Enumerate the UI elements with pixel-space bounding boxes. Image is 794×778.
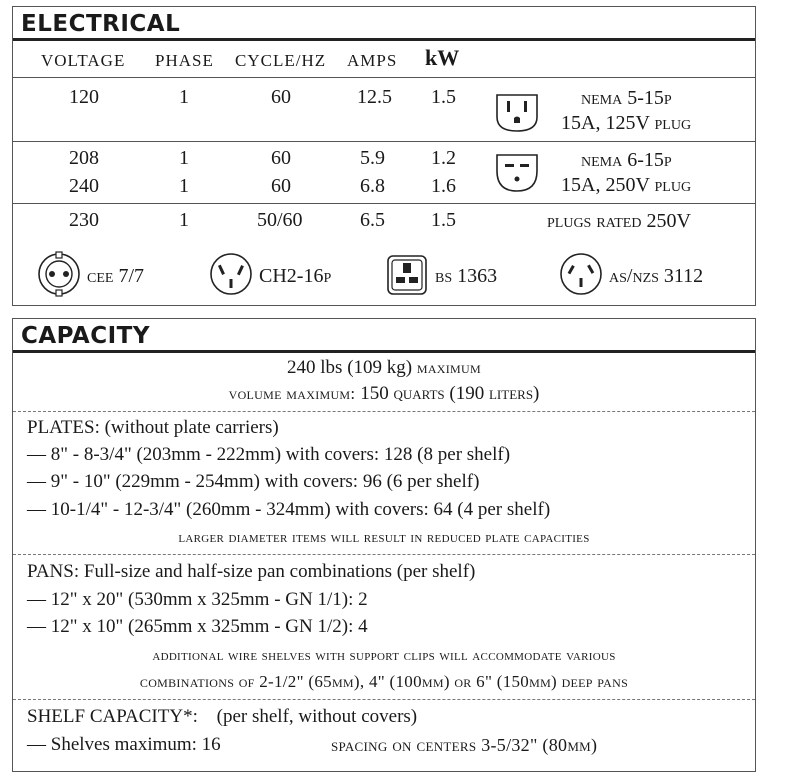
header-kw: kW xyxy=(425,45,460,70)
max-weight-line xyxy=(13,357,755,379)
capacity-section xyxy=(12,318,756,772)
section-divider xyxy=(13,699,755,700)
row3-voltage: 240 xyxy=(69,175,99,197)
row2-cycle: 60 xyxy=(271,147,291,169)
row1-phase: 1 xyxy=(179,86,189,108)
row2-amps: 5.9 xyxy=(360,147,385,169)
plug2-line2: 15A, 250V plug xyxy=(561,174,692,196)
row3-phase: 1 xyxy=(179,175,189,197)
plates-label: PLATES: xyxy=(27,417,100,438)
row1-kw: 1.5 xyxy=(431,86,456,108)
as-nzs-3112-plug-icon xyxy=(557,251,605,297)
plates-item-3: — 10-1/4" - 12-3/4" (260mm - 324mm) with covers: 64 (4 per shelf) xyxy=(27,499,551,520)
row3-amps: 6.8 xyxy=(360,175,385,197)
plug1-line1: nema 5-15p xyxy=(581,87,672,109)
header-phase: PHASE xyxy=(155,51,214,70)
nema-5-15-outlet-icon xyxy=(493,91,541,135)
section-divider xyxy=(13,411,755,412)
ch2-16p-plug-icon xyxy=(207,251,255,297)
row-divider xyxy=(13,141,755,142)
section-divider xyxy=(13,554,755,555)
row4-cycle: 50/60 xyxy=(257,209,303,231)
row4-voltage: 230 xyxy=(69,209,99,231)
plates-header xyxy=(27,417,279,439)
pans-item-1: — 12" x 20" (530mm x 325mm - GN 1/1): 2 xyxy=(27,589,368,610)
plates-item-1: — 8" - 8-3/4" (203mm - 222mm) with covers: 128 (8 per shelf) xyxy=(27,444,511,465)
header-voltage: VOLTAGE xyxy=(41,51,126,70)
pans-footnote-2: combinations of 2-1/2" (65mm), 4" (100mm) or 6" (150mm) deep pans xyxy=(139,672,629,691)
ch2-16p-label: CH2-16p xyxy=(259,265,332,287)
shelf-spacing: spacing on centers 3-5/32" (80mm) xyxy=(331,735,598,755)
volume-line xyxy=(13,383,755,405)
row1-cycle: 60 xyxy=(271,86,291,108)
plates-item-2: — 9" - 10" (229mm - 254mm) with covers: 96 (6 per shelf) xyxy=(27,471,480,492)
plates-note: (without plate carriers) xyxy=(104,417,279,438)
row2-phase: 1 xyxy=(179,147,189,169)
row4-amps: 6.5 xyxy=(360,209,385,231)
row2-voltage: 208 xyxy=(69,147,99,169)
pans-item-2: — 12" x 10" (265mm x 325mm - GN 1/2): 4 xyxy=(27,616,368,637)
electrical-section xyxy=(12,6,756,306)
cee-7-7-label: cee 7/7 xyxy=(87,265,144,287)
row-divider xyxy=(13,203,755,204)
bs-1363-label: bs 1363 xyxy=(435,265,498,287)
pans-label: PANS: xyxy=(27,561,80,582)
row4-phase: 1 xyxy=(179,209,189,231)
cee-7-7-plug-icon xyxy=(35,251,83,297)
header-amps: AMPS xyxy=(347,51,398,70)
pans-header xyxy=(27,561,475,583)
plates-footnote: larger diameter items will result in reduced plate capacities xyxy=(178,529,590,546)
shelf-label: SHELF CAPACITY*: xyxy=(27,706,198,727)
volume-value: 150 quarts (190 liters) xyxy=(360,383,540,404)
volume-label: volume maximum: xyxy=(228,384,356,403)
row1-amps: 12.5 xyxy=(357,86,392,108)
electrical-title: ELECTRICAL xyxy=(21,11,181,37)
shelf-max: — Shelves maximum: 16 xyxy=(27,734,221,755)
bs-1363-plug-icon xyxy=(385,253,429,297)
electrical-title-bar xyxy=(13,7,755,41)
plug3-note: plugs rated 250V xyxy=(547,210,691,232)
plug2-line1: nema 6-15p xyxy=(581,149,672,171)
row3-kw: 1.6 xyxy=(431,175,456,197)
shelf-note: (per shelf, without covers) xyxy=(216,706,418,727)
capacity-title: CAPACITY xyxy=(21,323,151,349)
row4-kw: 1.5 xyxy=(431,209,456,231)
max-weight-suffix: maximum xyxy=(416,358,481,377)
capacity-title-bar xyxy=(13,319,755,353)
header-cycle: CYCLE/HZ xyxy=(235,51,327,70)
plug1-line2: 15A, 125V plug xyxy=(561,112,692,134)
pans-note: Full-size and half-size pan combinations (per shelf) xyxy=(83,561,476,582)
row-divider xyxy=(13,77,755,78)
row3-cycle: 60 xyxy=(271,175,291,197)
shelf-header xyxy=(27,706,417,728)
max-weight-value: 240 lbs (109 kg) xyxy=(287,357,413,378)
nema-6-15-outlet-icon xyxy=(493,151,541,195)
row1-voltage: 120 xyxy=(69,86,99,108)
row2-kw: 1.2 xyxy=(431,147,456,169)
pans-footnote-1: additional wire shelves with support clips will accommodate various xyxy=(152,647,616,664)
as-nzs-3112-label: as/nzs 3112 xyxy=(609,265,704,287)
